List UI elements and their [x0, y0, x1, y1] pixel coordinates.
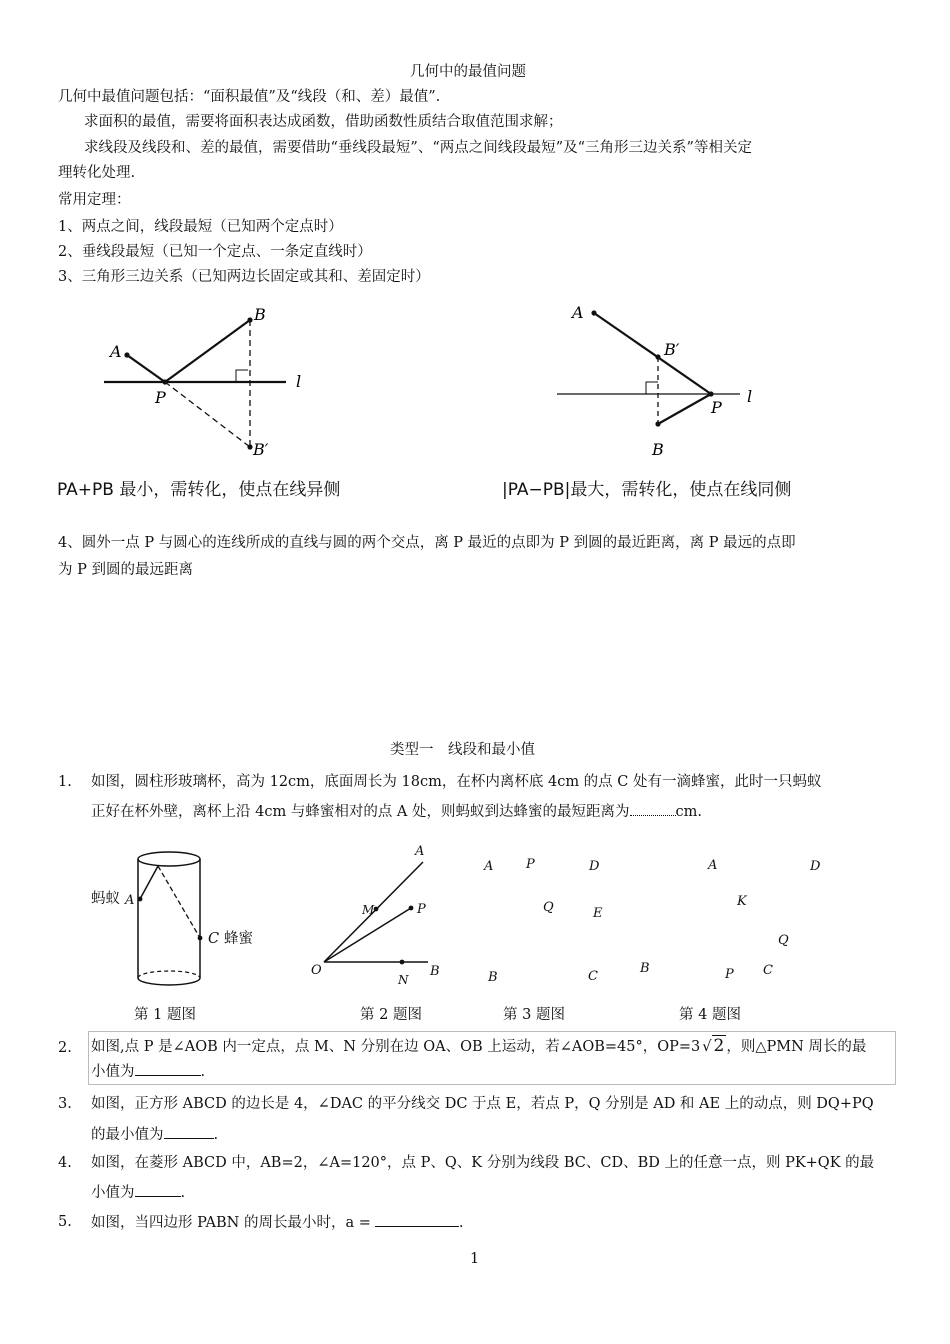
q2-period: . — [200, 1064, 206, 1080]
q4-line-2 — [91, 1182, 185, 1203]
fig3-label-d: D — [589, 859, 600, 874]
theorem-4b: 为 P 到圆的最远距离 — [58, 562, 193, 578]
q2-line-1a: 如图,点 P 是∠AOB 内一定点，点 M、N 分别在边 OA、OB 上运动，若∠AOB=45°，OP=3 — [91, 1039, 701, 1055]
sqrt-symbol: √ 2 — [702, 1036, 725, 1056]
fig4-label-p: P — [725, 967, 734, 982]
fig4-label-q: Q — [778, 933, 789, 948]
fig3-label-a: A — [484, 859, 494, 874]
fig3-label-c: C — [588, 969, 598, 984]
fig4-label-a: A — [708, 858, 718, 873]
theorem-1: 1、两点之间，线段最短（已知两个定点时） — [58, 219, 343, 235]
fig1-label-c: C — [208, 931, 220, 947]
fig1-ant-label: 蚂蚁 — [91, 891, 120, 907]
fig3-label-e: E — [593, 906, 603, 921]
label-b-right: B — [652, 440, 664, 459]
fig2-label-n: N — [398, 973, 409, 987]
sqrt-radicand: 2 — [713, 1036, 725, 1056]
page-title: 几何中的最值问题 — [410, 64, 526, 80]
q1-line-2-text: 正好在杯外壁，离杯上沿 4cm 与蜂蜜相对的点 A 处，则蚂蚁到达蜂蜜的最短距离为 — [91, 804, 630, 820]
q2-line-2-text: 小值为 — [91, 1064, 135, 1080]
page-number: 1 — [470, 1251, 480, 1267]
q1-unit: cm. — [675, 804, 702, 820]
fig1-honey-label: 蜂蜜 — [224, 931, 253, 947]
fig3-label-b: B — [488, 970, 498, 985]
fig2-label-p: P — [417, 902, 426, 917]
intro-line-1: 几何中最值问题包括：“面积最值”及“线段（和、差）最值”. — [58, 89, 441, 105]
caption-right: |PA−PB|最大，需转化，使点在线同侧 — [502, 480, 792, 500]
fig2-label-b: B — [430, 964, 440, 979]
fig2-label-a: A — [415, 844, 425, 859]
theorem-4a: 4、圆外一点 P 与圆心的连线所成的直线与圆的两个交点，离 P 最近的点即为 P 到圆的最近距离，离 P 最远的点即 — [58, 535, 796, 551]
theorem-3: 3、三角形三边关系（已知两边长固定或其和、差固定时） — [58, 269, 430, 285]
fig3-label-q: Q — [543, 900, 554, 915]
q3-line-2-text: 的最小值为 — [91, 1127, 164, 1143]
q3-period: . — [213, 1127, 219, 1143]
fig4-label-d: D — [810, 859, 821, 874]
q2-line-1b: ，则△PMN 周长的最 — [726, 1039, 867, 1055]
q4-answer-blank[interactable] — [135, 1182, 181, 1197]
intro-line-3a: 求线段及线段和、差的最值，需要借助“垂线段最短”、“两点之间线段最短”及“三角形三边关系”等相关定 — [84, 140, 752, 156]
q2-line-2 — [91, 1061, 205, 1082]
label-l: l — [296, 372, 302, 391]
fig1-label-a: A — [125, 893, 135, 908]
q3-line-2 — [91, 1124, 218, 1145]
q4-line-1: 如图，在菱形 ABCD 中，AB=2，∠A=120°，点 P、Q、K 分别为线段 BC、CD、BD 上的任意一点，则 PK+QK 的最 — [91, 1155, 875, 1171]
q2-number: 2. — [58, 1040, 72, 1056]
fig2-angle — [324, 862, 428, 964]
q2-answer-blank[interactable] — [135, 1061, 201, 1076]
q4-line-2-text: 小值为 — [91, 1185, 135, 1201]
fig3-label-p: P — [526, 857, 535, 872]
caption-left: PA+PB 最小，需转化，使点在线异侧 — [57, 480, 341, 500]
q3-number: 3. — [58, 1096, 72, 1112]
q3-answer-blank[interactable] — [164, 1124, 214, 1139]
fig2-label-m: M — [362, 903, 375, 917]
q1-number: 1. — [58, 774, 72, 790]
label-p-right: P — [711, 398, 722, 417]
label-a: A — [110, 342, 122, 361]
fig1-cylinder — [138, 852, 203, 985]
fig2-label-o: O — [311, 963, 322, 978]
q5-line-1-text: 如图，当四边形 PABN 的周长最小时，a = — [91, 1215, 371, 1231]
q4-number: 4. — [58, 1155, 72, 1171]
intro-line-2: 求面积的最值，需要将面积表达成函数，借助函数性质结合取值范围求解； — [84, 114, 563, 130]
fig4-label-c: C — [763, 963, 773, 978]
intro-line-3b: 理转化处理. — [58, 165, 136, 181]
fig2-caption: 第 2 题图 — [360, 1007, 422, 1023]
q4-period: . — [180, 1185, 186, 1201]
q1-line-1: 如图，圆柱形玻璃杯，高为 12cm，底面周长为 18cm，在杯内离杯底 4cm 的点 C 处有一滴蜂蜜，此时一只蚂蚁 — [91, 774, 822, 790]
fig4-label-k: K — [737, 894, 747, 909]
q2-line-1 — [91, 1036, 866, 1057]
label-l-right: l — [747, 387, 753, 406]
label-bp: B′ — [253, 440, 269, 459]
q5-period: . — [458, 1215, 464, 1231]
fig3-label-b2: B — [640, 961, 650, 976]
q3-line-1: 如图，正方形 ABCD 的边长是 4，∠DAC 的平分线交 DC 于点 E，若点 P，Q 分别是 AD 和 AE 上的动点，则 DQ+PQ — [91, 1096, 874, 1112]
fig1-caption: 第 1 题图 — [134, 1007, 196, 1023]
theorem-heading: 常用定理： — [58, 192, 131, 208]
q5-answer-blank[interactable] — [375, 1212, 459, 1227]
section-title: 类型一 线段和最小值 — [390, 742, 535, 758]
fig3-caption: 第 3 题图 — [503, 1007, 565, 1023]
fig4-caption: 第 4 题图 — [679, 1007, 741, 1023]
q5-number: 5. — [58, 1214, 72, 1230]
theorem-2: 2、垂线段最短（已知一个定点、一条定直线时） — [58, 244, 372, 260]
label-bp-right: B′ — [664, 340, 680, 359]
label-a-right: A — [572, 303, 584, 322]
label-p: P — [155, 388, 166, 407]
q5-line-1 — [91, 1212, 463, 1233]
label-b: B — [254, 305, 266, 324]
